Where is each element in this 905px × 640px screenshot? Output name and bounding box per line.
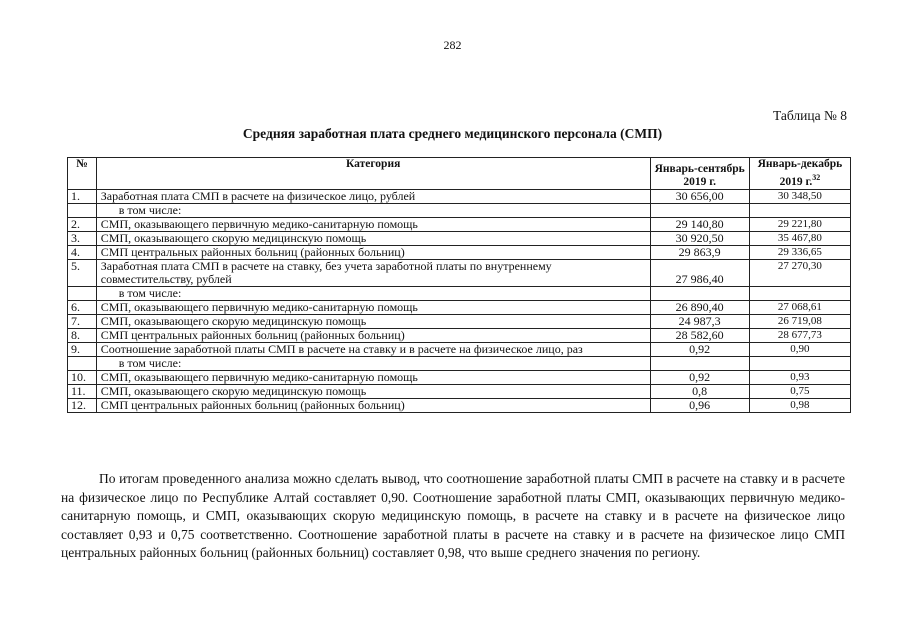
row-value-period2: 0,90: [749, 342, 850, 356]
row-value-period2: 0,93: [749, 370, 850, 384]
row-number: [68, 356, 97, 370]
row-category: в том числе:: [96, 356, 650, 370]
row-category: СМП, оказывающего первичную медико-санитарную помощь: [96, 217, 650, 231]
row-category: в том числе:: [96, 203, 650, 217]
column-header-period2: [749, 158, 850, 190]
row-value-period2: 27 068,61: [749, 300, 850, 314]
row-number: 6.: [68, 300, 97, 314]
row-value-period2: 0,75: [749, 384, 850, 398]
row-number: 12.: [68, 398, 97, 412]
row-category: в том числе:: [96, 286, 650, 300]
row-value-period1: 28 582,60: [650, 328, 749, 342]
row-number: 3.: [68, 231, 97, 245]
page-number: 282: [443, 38, 462, 52]
footnote-marker: 32: [812, 173, 821, 182]
row-category: СМП, оказывающего первичную медико-санитарную помощь: [96, 300, 650, 314]
table-row: [68, 286, 851, 300]
row-value-period2: 29 221,80: [749, 217, 850, 231]
row-number: 10.: [68, 370, 97, 384]
row-category: СМП центральных районных больниц (районных больниц): [96, 328, 650, 342]
table-caption: Таблица № 8: [773, 108, 847, 123]
row-number: 8.: [68, 328, 97, 342]
row-category: Заработная плата СМП в расчете на ставку, без учета заработной платы по внутреннему совместительству, рублей: [96, 259, 650, 286]
table-row: [68, 203, 851, 217]
table-header-row: [68, 158, 851, 190]
table-title: Средняя заработная плата среднего медицинского персонала (СМП): [242, 126, 663, 141]
row-value-period1: 0,92: [650, 342, 749, 356]
row-category: СМП центральных районных больниц (районных больниц): [96, 398, 650, 412]
row-category: СМП, оказывающего скорую медицинскую помощь: [96, 384, 650, 398]
row-value-period1: [650, 203, 749, 217]
row-value-period1: 29 863,9: [650, 245, 749, 259]
conclusion-paragraph: По итогам проведенного анализа можно сделать вывод, что соотношение заработной платы СМП в расчете на ставку и в расчете на физическое лицо по Республике Алтай составляет 0,90. Соотношение заработной платы СМП, оказывающих первичную медико-санитарную помощь, и СМП, оказывающих скорую медицинскую помощь, в расчете на ставку и в расчете на физическое лицо составляет 0,93 и 0,75 соответственно. Соотношение заработной платы в расчете на ставку и в расчете на физическое лицо СМП центральных районных больниц (районных больниц) составляет 0,98, что выше среднего значения по региону.: [61, 471, 845, 560]
row-number: 9.: [68, 342, 97, 356]
row-value-period1: 26 890,40: [650, 300, 749, 314]
row-category: СМП, оказывающего скорую медицинскую помощь: [96, 231, 650, 245]
row-value-period1: 0,96: [650, 398, 749, 412]
row-number: 2.: [68, 217, 97, 231]
row-value-period2: [749, 286, 850, 300]
row-value-period2: 35 467,80: [749, 231, 850, 245]
row-value-period1: [650, 286, 749, 300]
table-row: [68, 231, 851, 245]
table-row: [68, 189, 851, 203]
table-row: [68, 384, 851, 398]
salary-table: [67, 157, 851, 413]
row-value-period1: 27 986,40: [650, 259, 749, 286]
table-row: [68, 356, 851, 370]
row-number: 1.: [68, 189, 97, 203]
row-category: Соотношение заработной платы СМП в расчете на ставку и в расчете на физическое лицо, раз: [96, 342, 650, 356]
row-value-period2: [749, 356, 850, 370]
row-value-period2: 29 336,65: [749, 245, 850, 259]
row-value-period2: 0,98: [749, 398, 850, 412]
row-number: 5.: [68, 259, 97, 286]
table-row: [68, 328, 851, 342]
row-value-period1: [650, 356, 749, 370]
row-number: [68, 203, 97, 217]
row-value-period2: [749, 203, 850, 217]
table-row: [68, 300, 851, 314]
table-body: [68, 189, 851, 412]
row-value-period1: 30 656,00: [650, 189, 749, 203]
row-value-period1: 0,92: [650, 370, 749, 384]
row-category: СМП, оказывающего скорую медицинскую помощь: [96, 314, 650, 328]
row-number: 7.: [68, 314, 97, 328]
row-category: Заработная плата СМП в расчете на физическое лицо, рублей: [96, 189, 650, 203]
table-row: [68, 370, 851, 384]
row-value-period2: 30 348,50: [749, 189, 850, 203]
row-number: 4.: [68, 245, 97, 259]
row-number: [68, 286, 97, 300]
row-value-period1: 24 987,3: [650, 314, 749, 328]
table-row: [68, 217, 851, 231]
row-number: 11.: [68, 384, 97, 398]
row-value-period1: 29 140,80: [650, 217, 749, 231]
table-row: [68, 314, 851, 328]
table-row: [68, 342, 851, 356]
row-category: СМП, оказывающего первичную медико-санитарную помощь: [96, 370, 650, 384]
row-value-period1: 0,8: [650, 384, 749, 398]
table-row: [68, 398, 851, 412]
row-value-period1: 30 920,50: [650, 231, 749, 245]
row-value-period2: 26 719,08: [749, 314, 850, 328]
row-value-period2: 28 677,73: [749, 328, 850, 342]
column-header-period2-label: Январь-декабрь 2019 г.: [757, 158, 843, 188]
column-header-num: №: [68, 158, 97, 190]
row-value-period2: 27 270,30: [749, 259, 850, 286]
table-row: [68, 259, 851, 286]
column-header-period1: Январь-сентябрь 2019 г.: [650, 158, 749, 190]
column-header-category: Категория: [96, 158, 650, 190]
row-category: СМП центральных районных больниц (районных больниц): [96, 245, 650, 259]
table-row: [68, 245, 851, 259]
